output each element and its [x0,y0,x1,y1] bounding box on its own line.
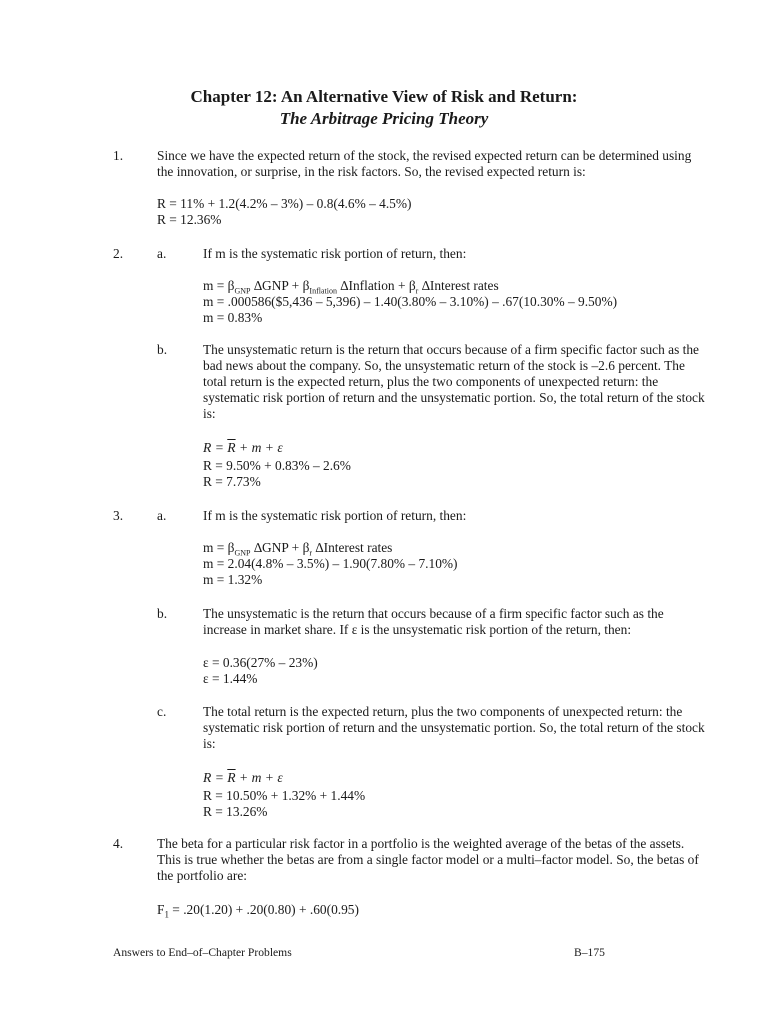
problem-3b-text-line: increase in market share. If ε is the unsystematic risk portion of the return, then: [203,622,632,637]
problem-3c-formula: $R = \overline{R} + m + \varepsilon$ [203,770,283,785]
part-label-2b: b. [157,342,168,357]
chapter-title: Chapter 12: An Alternative View of Risk and Return: [190,87,578,106]
problem-1-equation: R = 11% + 1.2(4.2% – 3%) – 0.8(4.6% – 4.5%) [157,196,412,211]
problem-2b-text-line: systematic risk portion of return and the unsystematic portion. So, the total return of the stock [203,390,705,405]
problem-2a-text: If m is the systematic risk portion of return, then: [203,246,467,261]
problem-3c-result: R = 13.26% [203,804,268,819]
problem-3b-equation: ε = 0.36(27% – 23%) [203,655,318,670]
problem-number-1: 1. [113,148,124,163]
part-label-3b: b. [157,606,168,621]
problem-number-3: 3. [113,508,124,523]
problem-number-4: 4. [113,836,124,851]
problem-3b-text-line: The unsystematic is the return that occurs because of a firm specific factor such as the [203,606,664,621]
part-label-2a: a. [157,246,167,261]
problem-3c-text-line: The total return is the expected return, plus the two components of unexpected return: the [203,704,683,719]
problem-1-text-line: the innovation, or surprise, in the risk factors. So, the revised expected return is: [157,164,586,179]
problem-2a-equation: m = .000586($5,436 – 5,396) – 1.40(3.80% – 3.10%) – .67(10.30% – 9.50%) [203,294,618,309]
problem-4-text-line: The beta for a particular risk factor in a portfolio is the weighted average of the betas of the assets. [157,836,685,851]
problem-3c-text-line: systematic risk portion of return and the unsystematic portion. So, the total return of the stock [203,720,705,735]
problem-2b-equation: R = 9.50% + 0.83% – 2.6% [203,458,351,473]
problem-3c-text-line: is: [203,736,216,751]
problem-3a-result: m = 1.32% [203,572,263,587]
part-label-3c: c. [157,704,167,719]
problem-2b-text-line: bad news about the company. So, the unsystematic return of the stock is –2.6 percent. The [203,358,685,373]
problem-2a-result: m = 0.83% [203,310,263,325]
problem-2b-text-line: The unsystematic return is the return that occurs because of a firm specific factor such as the [203,342,700,357]
page-number: B–175 [574,946,605,959]
problem-3c-equation: R = 10.50% + 1.32% + 1.44% [203,788,366,803]
problem-2a-formula: $m = \beta_{GNP}$ $\Delta GNP + \beta_{Inflation}$ ∆Inflation + $\beta_r$ ∆Interest rates [203,278,499,296]
problem-3a-equation: m = 2.04(4.8% – 3.5%) – 1.90(7.80% – 7.10%) [203,556,458,571]
problem-4-text-line: the portfolio are: [157,868,247,883]
problem-1-text-line: Since we have the expected return of the stock, the revised expected return can be determined using [157,148,692,163]
problem-3a-formula: $m = \beta_{GNP}$ $\Delta GNP + \beta_r$ ∆Interest rates [203,540,393,558]
problem-1-result: R = 12.36% [157,212,222,227]
part-label-3a: a. [157,508,167,523]
problem-2b-text-line: is: [203,406,216,421]
problem-2b-text-line: total return is the expected return, plus the two components of unexpected return: the [203,374,659,389]
problem-2b-formula: $R = \overline{R} + m + \varepsilon$ [203,440,283,455]
problem-3b-result: ε = 1.44% [203,671,258,686]
problem-number-2: 2. [113,246,124,261]
problem-4-text-line: This is true whether the betas are from a single factor model or a multi–factor model. So, the betas of [157,852,699,867]
chapter-subtitle: The Arbitrage Pricing Theory [279,109,489,128]
footer-left: Answers to End–of–Chapter Problems [113,946,292,959]
problem-4-equation: $F_1 = .20(1.20) + .20(0.80) + .60(0.95)$ [157,902,359,920]
problem-3a-text: If m is the systematic risk portion of return, then: [203,508,467,523]
problem-2b-result: R = 7.73% [203,474,261,489]
